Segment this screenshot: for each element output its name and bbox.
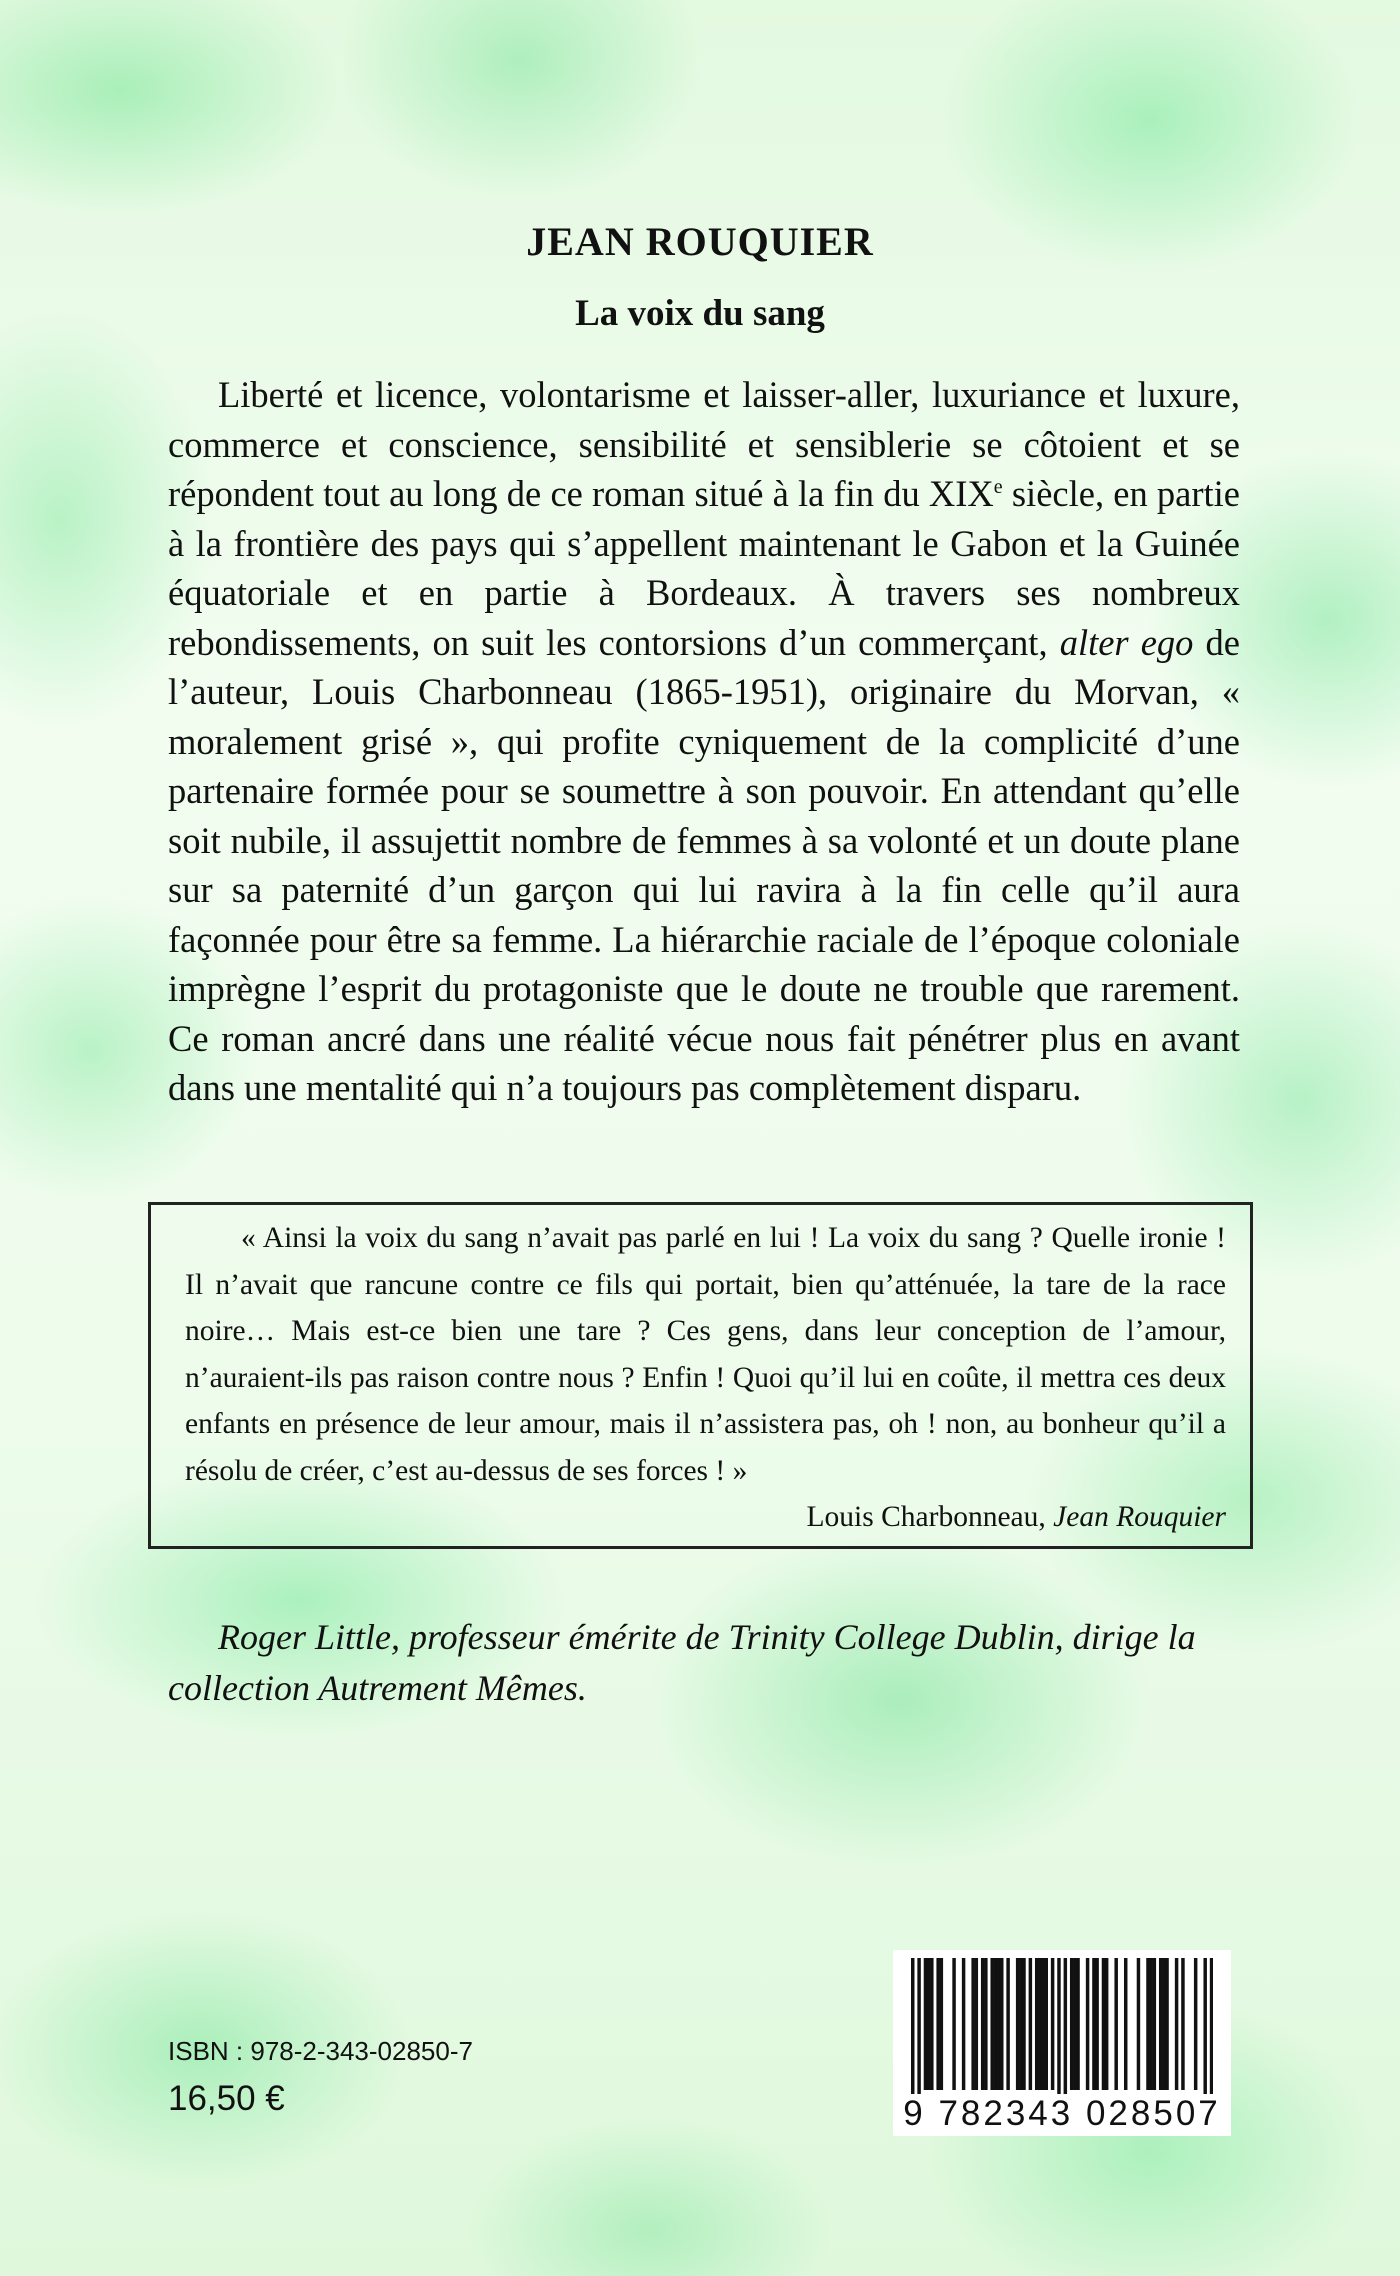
barcode-bar	[1092, 1958, 1095, 2090]
barcode-bar	[1086, 1958, 1089, 2090]
barcode-bar	[1210, 1958, 1213, 2098]
barcode-bar	[1137, 1958, 1140, 2090]
barcode-bar	[1029, 1958, 1032, 2090]
barcode-bar	[1006, 1958, 1009, 2090]
barcode-bar	[1051, 1958, 1054, 2090]
barcode-bar	[1076, 1958, 1079, 2090]
barcode-bar	[1194, 1958, 1197, 2090]
summary-text: Liberté et licence, volontarisme et laisser-aller, luxuriance et luxure, commerce et conscience, sensibilité et sensiblerie se côtoient et se répondent tout au long de ce roman situé à la fin du XIX	[168, 374, 1240, 514]
quote-text: « Ainsi la voix du sang n’avait pas parlé en lui ! La voix du sang ? Quelle ironie ! Il n’avait que rancune contre ce fils qui portait, bien qu’atténuée, la tare de la race noire… Mais est-ce bien une tare ? Ces gens, dans leur conception de l’amour, n’auraient-ils pas raison contre nous ? Enfin ! Quoi qu’il lui en coûte, il mettra ces deux enfants en présence de leur amour, mais il n’assistera pas, oh ! non, au bonheur qu’il a résolu de créer, c’est au-dessus de ses forces ! »	[185, 1222, 1226, 1487]
barcode-bar	[994, 1958, 997, 2090]
barcode-bar	[1016, 1958, 1019, 2090]
barcode-bar	[1019, 1958, 1022, 2090]
barcode-bar	[1000, 1958, 1003, 2090]
barcode-bar	[1149, 1958, 1152, 2090]
barcode-bar	[1038, 1958, 1041, 2090]
quote-attribution-work: Jean Rouquier	[1053, 1501, 1226, 1533]
barcode	[893, 1950, 1231, 2136]
barcode-bar	[1070, 1958, 1073, 2090]
barcode-bar	[1057, 1958, 1060, 2098]
summary-text-continued: siècle, en partie à la frontière des pays qui s’appellent maintenant le Gabon et la Guinée équatoriale et en partie à Bordeaux. À travers ses nombreux rebondissements, on suit les contorsions d’un commerçant,	[168, 473, 1240, 663]
summary-text-end: de l’auteur, Louis Charbonneau (1865-1951), originaire du Morvan, « moralement grisé », qui profite cyniquement de la complicité d’une partenaire formée pour se soumettre à son pouvoir. En attendant qu’elle soit nubile, il assujettit nombre de femmes à sa volonté et un doute plane sur sa paternité d’un garçon qui lui ravira à la fin celle qu’il aura façonnée pour être sa femme. La hiérarchie raciale de l’époque coloniale imprègne l’esprit du protagoniste que le doute ne trouble que rarement. Ce roman ancré dans une réalité vécue nous fait pénétrer plus en avant dans une mentalité qui n’a toujours pas complètement disparu.	[168, 621, 1240, 1108]
barcode-digits: 9 782343 028507	[893, 2094, 1231, 2134]
barcode-bar	[1095, 1958, 1098, 2090]
barcode-bar	[930, 1958, 933, 2090]
quote-attribution-author: Louis Charbonneau,	[806, 1501, 1054, 1533]
summary-paragraph	[168, 370, 1240, 1113]
barcode-bar	[1064, 1958, 1067, 2098]
author-name: JEAN ROUQUIER	[526, 219, 874, 264]
barcode-bar	[1159, 1958, 1162, 2090]
barcode-bar	[1035, 1958, 1038, 2090]
barcode-bar	[997, 1958, 1000, 2090]
barcode-bar	[940, 1958, 943, 2090]
barcode-bar	[1146, 1958, 1149, 2090]
barcode-bar	[1175, 1958, 1178, 2090]
summary-italic-phrase: alter ego	[1059, 621, 1194, 663]
barcode-bar	[990, 1958, 993, 2090]
isbn-label: ISBN : 978-2-343-02850-7	[168, 2036, 473, 2066]
barcode-bar	[1124, 1958, 1127, 2090]
barcode-bar	[911, 1958, 914, 2098]
century-superscript: e	[993, 475, 1003, 498]
quote-attribution	[185, 1494, 1226, 1540]
barcode-bar	[1105, 1958, 1108, 2090]
barcode-bar	[1045, 1958, 1048, 2090]
barcode-bar	[924, 1958, 927, 2090]
barcode-bar	[1041, 1958, 1044, 2090]
barcode-bar	[927, 1958, 930, 2090]
barcode-bar	[1203, 1958, 1206, 2098]
barcode-bar	[984, 1958, 987, 2090]
barcode-bar	[975, 1958, 978, 2090]
barcode-bar	[1114, 1958, 1117, 2090]
barcode-bar	[936, 1958, 939, 2090]
barcode-bar	[981, 1958, 984, 2090]
price-label: 16,50 €	[168, 2079, 285, 2118]
barcode-bar	[962, 1958, 965, 2090]
barcode-bar	[1153, 1958, 1156, 2090]
barcode-bar	[1162, 1958, 1165, 2090]
barcode-bar	[1073, 1958, 1076, 2090]
barcode-bar	[952, 1958, 955, 2090]
barcode-bar	[971, 1958, 974, 2090]
editor-bio: Roger Little, professeur émérite de Trinity College Dublin, dirige la collection Autrement Mêmes.	[168, 1617, 1196, 1708]
barcode-bar	[1102, 1958, 1105, 2090]
quote-box	[148, 1202, 1253, 1549]
book-title: La voix du sang	[575, 293, 825, 334]
barcode-bar	[1165, 1958, 1168, 2090]
barcode-bar	[1181, 1958, 1184, 2090]
barcode-bar	[1022, 1958, 1025, 2090]
barcode-bar	[917, 1958, 920, 2098]
barcode-bars	[911, 1958, 1213, 2098]
